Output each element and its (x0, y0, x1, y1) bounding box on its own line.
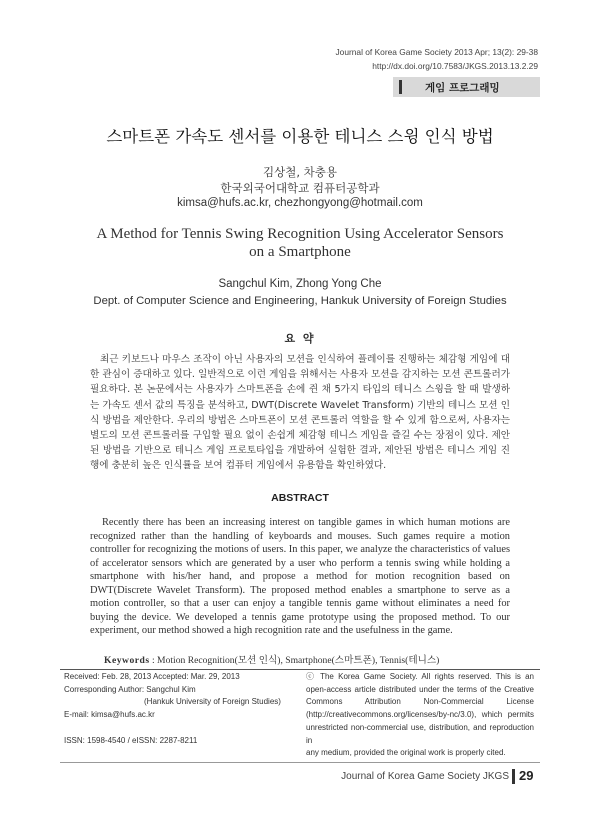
footnote-rule (60, 669, 540, 670)
summary-heading: 요 약 (284, 332, 316, 345)
footnote-left (64, 671, 289, 748)
license-line-3: Commons Attribution Non-Commercial License (306, 697, 534, 707)
license-line-4: (http://creativecommons.org/licenses/by-nc/3.0), which permits (306, 710, 534, 720)
abstract-heading: ABSTRACT (271, 492, 329, 504)
received-dates: Received: Feb. 28, 2013 Accepted: Mar. 29, 2013 (64, 672, 240, 681)
category-banner (393, 77, 540, 97)
footnote-spacer (64, 722, 289, 735)
journal-issue: Journal of Korea Game Society 2013 Apr; 13(2): 29-38 (335, 47, 538, 57)
issn-line: ISSN: 1598-4540 / eISSN: 2287-8211 (64, 735, 198, 745)
category-label: 게임 프로그래밍 (425, 82, 500, 94)
paper-title-korean: 스마트폰 가속도 센서를 이용한 테니스 스윙 인식 방법 (106, 127, 494, 146)
page-number: 29 (519, 768, 534, 783)
doi-link[interactable]: http://dx.doi.org/10.7583/JKGS.2013.13.2.29 (372, 61, 538, 71)
summary-body: 최근 키보드나 마우스 조작이 아닌 사용자의 모션을 인식하여 플레이를 진행하는 체감형 게임에 대한 관심이 증대하고 있다. 일반적으로 이런 게임을 위해서는 사용자 모션을 감지하는 모션 콘트롤러가 필요하다. 본 논문에서는 사용자가 스마트폰을 손에 쥔 채 5가지 타입의 테니스 스윙을 할 때 발생하는 가속도 센서 값의 특징을 분석하고, DWT(Discrete Wavelet Transform) 기반의 테니스 모션 인식 방법을 제안한다. 우리의 방법은 스마트폰이 모션 콘트롤러 역할을 할 수 있게 함으로써, 사용자는 별도의 모션 콘트롤러를 구입할 필요 없이 손쉽게 체감형 테니스 게임을 즐길 수는 장점이 있다. 제안된 방법을 기반으로 테니스 게임 프로토타입을 개발하여 실험한 결과, 제안된 방법은 테니스 게임 진행에 충분히 높은 인식률을 보여 컴퓨터 게임에서 유용함을 확인하였다. (90, 354, 510, 472)
corresponding-email: E-mail: kimsa@hufs.ac.kr (64, 710, 155, 720)
footer-rule (60, 762, 540, 763)
keywords-values: : Motion Recognition(모션 인식), Smartphone(스마트폰), Tennis(테니스) (151, 655, 440, 666)
affiliation-korean: 한국외국어대학교 컴퓨터공학과 (220, 181, 380, 195)
license-line-6: any medium, provided the original work is properly cited. (306, 748, 506, 758)
keywords-line (104, 652, 439, 666)
footnote-right (306, 671, 534, 760)
license-line-1: ⓒ The Korea Game Society. All rights reserved. This is an (306, 672, 534, 681)
category-marker (399, 80, 402, 94)
keywords-label: Keywords (104, 655, 150, 666)
license-line-2: open-access article distributed under the terms of the Creative (306, 684, 534, 694)
author-emails: kimsa@hufs.ac.kr, chezhongyong@hotmail.com (177, 197, 423, 209)
corresponding-author: Corresponding Author: Sangchul Kim (64, 684, 196, 694)
authors-korean: 김상철, 차충용 (263, 165, 337, 179)
license-line-5: unrestricted non-commercial use, distribution, and reproduction in (306, 722, 534, 745)
footer-journal: Journal of Korea Game Society JKGS (341, 771, 509, 782)
paper-title-english-line2: on a Smartphone (249, 244, 351, 260)
authors-english: Sangchul Kim, Zhong Yong Che (218, 278, 382, 290)
affiliation-english: Dept. of Computer Science and Engineering, Hankuk University of Foreign Studies (93, 295, 507, 307)
footer-page-separator (512, 769, 515, 784)
corresponding-affiliation: (Hankuk University of Foreign Studies) (144, 697, 281, 707)
abstract-body: Recently there has been an increasing interest on tangible games in which human motions are recognized rather than the handling of keyboards and mouses. Such games require a motion controller for recognizing the motions of users. In this paper, we analyze the characteristics of values of accelerator sensors which are generated by a user who perform a tennis swing while holding a smartphone with his/her hand, and propose a method for motion recognition based on DWT(Discrete Wavelet Transform). The proposed method enables a smartphone to serve as a motion controller, so that a user can enjoy a tangible tennis game without eliminates a need for buying the device. We developed a tennis game prototype using the proposed method. To our experiment, our method showed a high recognition rate and the usefulness in the game. (90, 517, 510, 637)
paper-title-english-line1: A Method for Tennis Swing Recognition Using Accelerator Sensors (96, 226, 504, 242)
